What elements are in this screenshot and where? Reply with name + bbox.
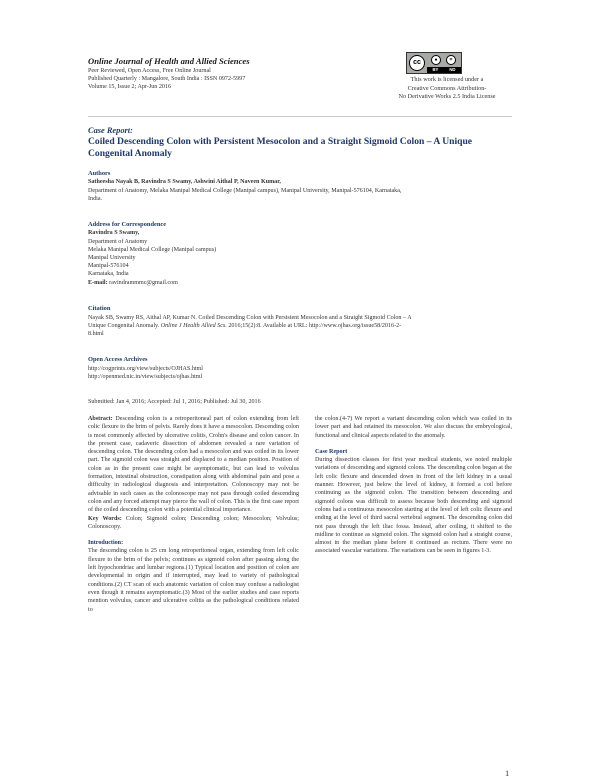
correspondence-address-line: Manipal-576104 (88, 263, 129, 269)
citation-line-2 (88, 322, 401, 330)
no-derivatives-icon: = (446, 55, 456, 65)
abstract (88, 415, 299, 515)
abstract-label: Abstract: (88, 416, 113, 422)
citation-url[interactable]: 2016;15(2):8. Available at URL: http://www.ojhas.org/issue58/2016-2- (228, 323, 402, 329)
submission-dates: Submitted: Jan 4, 2016; Accepted: Jul 1, 2016; Published: Jul 30, 2016 (88, 399, 261, 405)
correspondence-address-line: Karnataka, India (88, 271, 129, 277)
article-title: Coiled Descending Colon with Persistent Mesocolon and a Straight Sigmoid Colon – A Unique Congenital Anomaly (88, 136, 473, 159)
license-line-3[interactable]: No Derivative Works 2.5 India License (398, 93, 496, 100)
cc-by-label: BY (432, 67, 439, 72)
keywords-label: Key Words: (88, 515, 122, 522)
case-report-text: During dissection classes for first year medical students, we noted multiple variations of descending and sigmoid colons. The descending colon began at the left colic flexure and descended down in front of the left kidney in a usual manner. However, just below the level of kidney, it formed a coil before continuing as the sigmoid colon. The transition between descending and sigmoid colons was difficult to assess because both descending and sigmoid colons had a continuous mesocolon starting at the level of left colic flexure and ending at the level of third sacral vertebral segment. The descending colon did not pass through the left iliac fossa. Instead, after coiling, it shifted to the midline to continue as sigmoid colon. The sigmoid colon had a straight course, almost in the median plane before it continued as rectum. There were no associated vascular variations. The variations can be seen in figures 1-3. (315, 457, 512, 555)
author-affiliation: Department of Anatomy, Melaka Manipal Medical College (Manipal campus), Manipal University, Manipal-576104, Karnataka, (88, 188, 402, 194)
correspondence-address-line: Department of Anatomy (88, 239, 148, 245)
article-type-label: Case Report: (88, 126, 133, 135)
journal-tagline: Peer Reviewed, Open Access, Free Online Journal (88, 68, 211, 74)
license-text (374, 76, 520, 102)
author-names: Satheesha Nayak B, Ravindra S Swamy, Ashwini Aithal P, Naveen Kumar, (88, 179, 281, 185)
keywords-text: Colon; Sigmoid colon; Descending colon; Mesocolon; Volvulus; Colonoscopy. (88, 515, 299, 530)
archive-link[interactable]: http://cogprints.org/view/subjects/OJHAS.html (88, 366, 203, 372)
introduction-text: The descending colon is 25 cm long retroperitoneal organ, extending from left colic flexure to the brim of the pelvis; continues as sigmoid colon after passing along the left hypochondriac and lumbar regions.(1) Typical location and position of colon are developmental in origin and if interrupted, may lead to variety of pathological conditions.(2) CT scan of such anatomic variation of colon may confuse a radiologist even though it remains asymptomatic.(3) Most of the earlier studies and case reports mention volvulus, cancer and ulcerative colitis as the pathological conditions related to (88, 548, 299, 613)
license-line-2[interactable]: Creative Commons Attribution- (407, 84, 487, 92)
license-line-1: This work is licensed under a (410, 76, 484, 83)
journal-publication-info: Published Quarterly : Mangalore, South India : ISSN 0972-5997 (88, 76, 246, 82)
archives-heading: Open Access Archives (88, 356, 148, 363)
journal-volume-issue: Volume 15, Issue 2; Apr-Jun 2016 (88, 84, 172, 90)
correspondence-address-line: Manipal University (88, 255, 136, 261)
journal-title: Online Journal of Health and Allied Sciences (88, 56, 250, 66)
citation-title-end: Unique Congenital Anomaly. (88, 323, 160, 329)
correspondence-email (88, 279, 178, 287)
page-number: 1 (505, 768, 510, 778)
authors-heading: Authors (88, 170, 111, 177)
archive-link[interactable]: http://openmed.nic.in/view/subjects/ojhas.html (88, 374, 203, 380)
citation-line-1: Nayak SB, Swamy RS, Aithal AP, Kumar N. Coiled Descending Colon with Persistent Mesocolon and a Straight Sigmoid Colon – A (88, 315, 412, 321)
cc-license-badge[interactable] (406, 52, 462, 74)
abstract-text: Descending colon is a retroperitoneal part of colon extending from left colic flexure to the brim of pelvis. Rarely does it have a mesocolon. Descending colon is most commonly affected by ulcerative colitis, Crohn's disease and colon cancer. In the present case, cadaveric dissection of abdomen revealed a rare variation of descending colon. The descending colon had a mesocolon and was coiled in its lower part. The sigmoid colon was straight and displaced to a median position. Position of colon as in the present case might be asymptomatic, but can lead to volvulus formation, intestinal obstruction, constipation along with abdominal pain and pose a difficulty in radiological diagnosis and interpretation. Colonoscopy may not be advisable in such cases as the colonoscope may not pass through coiled descending colon and any forced attempt may pierce the wall of colon. This is the first case report of the coiled descending colon with a potential clinical importance. (88, 416, 299, 514)
email-label: E-mail: (88, 280, 108, 286)
right-column (315, 415, 512, 556)
author-affiliation-cont: India. (88, 196, 103, 202)
case-report-heading: Case Report (315, 448, 348, 455)
cc-icon: cc (409, 55, 425, 71)
header-divider (88, 116, 512, 117)
attribution-icon: ● (431, 55, 441, 65)
cc-nd-label: ND (449, 67, 456, 72)
introduction-heading: Introduction: (88, 540, 124, 547)
cc-badge-labels (427, 67, 461, 73)
keywords (88, 515, 299, 532)
correspondence-address-line: Melaka Manipal Medical College (Manipal campus) (88, 247, 217, 253)
citation-heading: Citation (88, 305, 111, 312)
left-column (88, 415, 299, 614)
citation-line-3[interactable]: 8.html (88, 331, 104, 337)
introduction-continued: the colon.(4-7) We report a variant descending colon which was coiled in its lower part and had retained its mesocolon. We also discuss the embryological, functional and clinical aspects related to the anomaly. (315, 416, 512, 439)
email-link[interactable]: ravindrammmc@gmail.com (109, 280, 178, 286)
correspondence-heading: Address for Correspondence (88, 221, 167, 228)
citation-journal: Online J Health Allied Scs. (160, 323, 227, 329)
correspondence-name: Ravindra S Swamy, (88, 230, 140, 236)
